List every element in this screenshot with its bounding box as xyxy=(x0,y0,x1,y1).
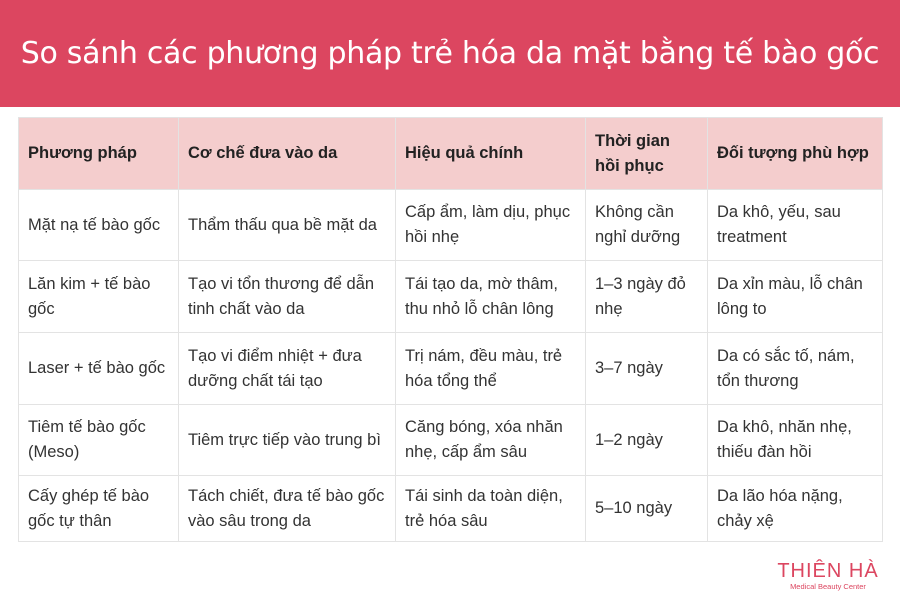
table-cell: Căng bóng, xóa nhăn nhẹ, cấp ẩm sâu xyxy=(396,405,586,476)
table-cell: Tái sinh da toàn diện, trẻ hóa sâu xyxy=(396,476,586,542)
comparison-table xyxy=(18,117,883,542)
table-row xyxy=(19,190,883,261)
brand-tagline: Medical Beauty Center xyxy=(790,582,866,591)
header-cell: Cơ chế đưa vào da xyxy=(179,118,396,190)
table-cell: Da khô, yếu, sau treatment xyxy=(708,190,883,261)
table-row xyxy=(19,333,883,405)
table-cell: Tiêm tế bào gốc (Meso) xyxy=(19,405,179,476)
table-cell: Tạo vi điểm nhiệt + đưa dưỡng chất tái tạo xyxy=(179,333,396,405)
table-cell: Laser + tế bào gốc xyxy=(19,333,179,405)
table-cell: 1–3 ngày đỏ nhẹ xyxy=(586,261,708,333)
header-cell: Thời gian hồi phục xyxy=(586,118,708,190)
title-banner xyxy=(0,0,900,107)
table-cell: Tiêm trực tiếp vào trung bì xyxy=(179,405,396,476)
table-cell: Da khô, nhăn nhẹ, thiếu đàn hồi xyxy=(708,405,883,476)
table-cell: Thẩm thấu qua bề mặt da xyxy=(179,190,396,261)
table-cell: 1–2 ngày xyxy=(586,405,708,476)
table-cell: Lăn kim + tế bào gốc xyxy=(19,261,179,333)
table-cell: Mặt nạ tế bào gốc xyxy=(19,190,179,261)
table-cell: Da xỉn màu, lỗ chân lông to xyxy=(708,261,883,333)
table-row xyxy=(19,476,883,542)
table-cell: Cấy ghép tế bào gốc tự thân xyxy=(19,476,179,542)
table-cell: 5–10 ngày xyxy=(586,476,708,542)
header-cell: Hiệu quả chính xyxy=(396,118,586,190)
table-cell: Tạo vi tổn thương để dẫn tinh chất vào da xyxy=(179,261,396,333)
table-cell: Da lão hóa nặng, chảy xệ xyxy=(708,476,883,542)
table-row xyxy=(19,261,883,333)
header-cell: Đối tượng phù hợp xyxy=(708,118,883,190)
table-cell: 3–7 ngày xyxy=(586,333,708,405)
header-cell: Phương pháp xyxy=(19,118,179,190)
table-cell: Tách chiết, đưa tế bào gốc vào sâu trong da xyxy=(179,476,396,542)
brand-logo xyxy=(776,560,880,592)
table-row xyxy=(19,405,883,476)
table-cell: Da có sắc tố, nám, tổn thương xyxy=(708,333,883,405)
table-cell: Không cần nghỉ dưỡng xyxy=(586,190,708,261)
brand-name: THIÊN HÀ xyxy=(777,560,879,582)
table-cell: Cấp ẩm, làm dịu, phục hồi nhẹ xyxy=(396,190,586,261)
table-cell: Trị nám, đều màu, trẻ hóa tổng thể xyxy=(396,333,586,405)
table-cell: Tái tạo da, mờ thâm, thu nhỏ lỗ chân lông xyxy=(396,261,586,333)
page-title: So sánh các phương pháp trẻ hóa da mặt bằng tế bào gốc xyxy=(20,36,880,71)
table-header-row xyxy=(19,118,883,190)
